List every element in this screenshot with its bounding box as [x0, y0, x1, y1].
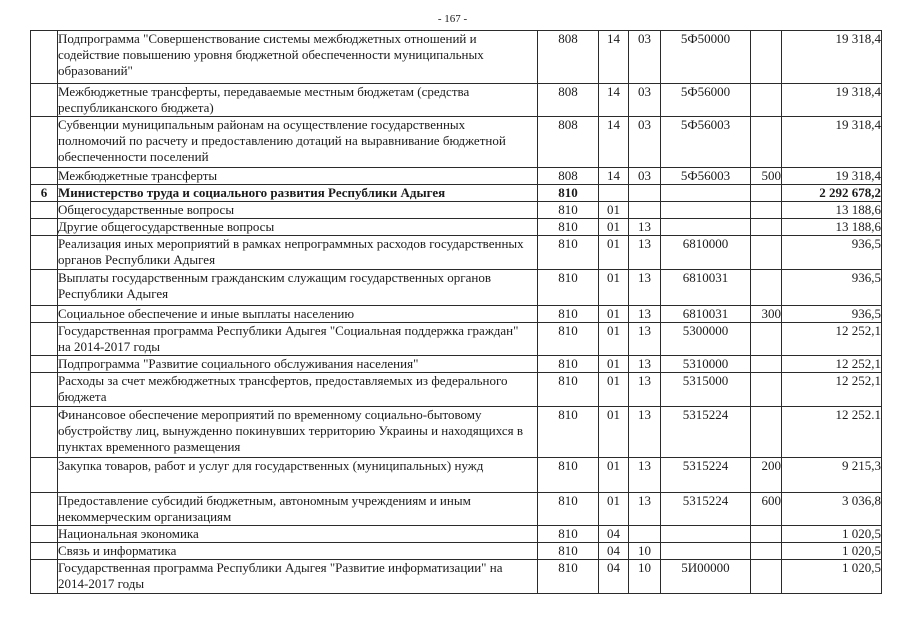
name-line: Министерство труда и социального развития Республики Адыгея — [58, 185, 446, 200]
ministry-code: 810 — [538, 236, 599, 270]
target-article — [661, 185, 751, 202]
amount: 13 188,6 — [782, 202, 882, 219]
amount: 936,5 — [782, 306, 882, 323]
row-name — [58, 236, 538, 270]
name-line: Государственная программа Республики Адыгея "Социальная поддержка граждан" — [58, 323, 519, 338]
section-code: 14 — [599, 117, 629, 168]
row-name — [58, 458, 538, 493]
table-row — [31, 356, 882, 373]
table-row — [31, 270, 882, 306]
section-code: 01 — [599, 407, 629, 458]
section-code: 01 — [599, 202, 629, 219]
row-number: 6 — [31, 185, 58, 202]
expense-type — [751, 31, 782, 84]
ministry-code: 810 — [538, 560, 599, 594]
subsection-code: 10 — [629, 543, 661, 560]
amount: 13 188,6 — [782, 219, 882, 236]
amount: 19 318,4 — [782, 31, 882, 84]
amount: 2 292 678,2 — [782, 185, 882, 202]
subsection-code — [629, 202, 661, 219]
table-row — [31, 236, 882, 270]
subsection-code: 13 — [629, 270, 661, 306]
expense-type — [751, 560, 782, 594]
subsection-code: 13 — [629, 407, 661, 458]
target-article: 5Ф56003 — [661, 168, 751, 185]
name-line: некоммерческим организациям — [58, 509, 232, 524]
ministry-code: 810 — [538, 323, 599, 356]
ministry-code: 810 — [538, 202, 599, 219]
table-row — [31, 117, 882, 168]
row-name — [58, 306, 538, 323]
subsection-code: 03 — [629, 31, 661, 84]
section-code: 01 — [599, 458, 629, 493]
name-line: содействие повышению уровня бюджетной обеспеченности муниципальных — [58, 47, 484, 62]
expense-type: 200 — [751, 458, 782, 493]
row-name — [58, 323, 538, 356]
subsection-code: 03 — [629, 84, 661, 117]
ministry-code: 808 — [538, 117, 599, 168]
row-number — [31, 219, 58, 236]
ministry-code: 810 — [538, 306, 599, 323]
subsection-code: 13 — [629, 356, 661, 373]
section-code: 04 — [599, 560, 629, 594]
row-number — [31, 270, 58, 306]
subsection-code: 13 — [629, 458, 661, 493]
row-name — [58, 526, 538, 543]
ministry-code: 808 — [538, 31, 599, 84]
expense-type — [751, 356, 782, 373]
name-line: пунктах временного размещения — [58, 439, 241, 454]
section-code: 04 — [599, 526, 629, 543]
amount: 936,5 — [782, 270, 882, 306]
target-article — [661, 219, 751, 236]
row-name — [58, 407, 538, 458]
table-row — [31, 526, 882, 543]
row-name — [58, 168, 538, 185]
table-row — [31, 493, 882, 526]
name-line: Выплаты государственным гражданским служащим государственных органов — [58, 270, 491, 285]
amount: 12 252,1 — [782, 323, 882, 356]
target-article: 5Ф56000 — [661, 84, 751, 117]
row-name — [58, 356, 538, 373]
row-name — [58, 202, 538, 219]
section-code: 01 — [599, 323, 629, 356]
name-line: Межбюджетные трансферты — [58, 168, 218, 183]
section-code: 01 — [599, 270, 629, 306]
row-number — [31, 202, 58, 219]
table-row — [31, 219, 882, 236]
table-row — [31, 168, 882, 185]
expense-type — [751, 219, 782, 236]
row-number — [31, 526, 58, 543]
amount: 3 036,8 — [782, 493, 882, 526]
section-code: 01 — [599, 236, 629, 270]
row-number — [31, 117, 58, 168]
budget-table-body — [31, 31, 882, 594]
row-name — [58, 185, 538, 202]
name-line: Расходы за счет межбюджетных трансфертов, предоставляемых из федерального — [58, 373, 508, 388]
row-name — [58, 31, 538, 84]
name-line: 2014-2017 годы — [58, 576, 145, 591]
ministry-code: 810 — [538, 373, 599, 407]
subsection-code: 13 — [629, 219, 661, 236]
name-line: Связь и информатика — [58, 543, 177, 558]
ministry-code: 810 — [538, 458, 599, 493]
table-row — [31, 185, 882, 202]
ministry-code: 810 — [538, 270, 599, 306]
table-row — [31, 407, 882, 458]
row-name — [58, 270, 538, 306]
subsection-code: 13 — [629, 323, 661, 356]
amount: 12 252,1 — [782, 373, 882, 407]
target-article: 5315224 — [661, 407, 751, 458]
table-row — [31, 458, 882, 493]
section-code: 01 — [599, 493, 629, 526]
section-code: 14 — [599, 31, 629, 84]
name-line: Реализация иных мероприятий в рамках непрограммных расходов государственных — [58, 236, 524, 251]
name-line: бюджета — [58, 389, 107, 404]
name-line: Подпрограмма "Развитие социального обслуживания населения" — [58, 356, 419, 371]
ministry-code: 808 — [538, 84, 599, 117]
expense-type — [751, 202, 782, 219]
row-number — [31, 84, 58, 117]
expense-type: 300 — [751, 306, 782, 323]
name-line: Финансовое обеспечение мероприятий по временному социально-бытовому — [58, 407, 482, 422]
name-line: органов Республики Адыгея — [58, 252, 216, 267]
row-number — [31, 493, 58, 526]
ministry-code: 810 — [538, 526, 599, 543]
page-number: - 167 - — [437, 13, 468, 25]
ministry-code: 810 — [538, 185, 599, 202]
row-number — [31, 543, 58, 560]
section-code: 01 — [599, 356, 629, 373]
target-article: 5315224 — [661, 458, 751, 493]
name-line: Другие общегосударственные вопросы — [58, 219, 275, 234]
subsection-code — [629, 185, 661, 202]
name-line: Социальное обеспечение и иные выплаты населению — [58, 306, 355, 321]
row-number — [31, 356, 58, 373]
name-line: Государственная программа Республики Адыгея "Развитие информатизации" на — [58, 560, 503, 575]
name-line: полномочий по расчету и предоставлению дотаций на выравнивание бюджетной — [58, 133, 506, 148]
target-article: 5Ф56003 — [661, 117, 751, 168]
expense-type — [751, 323, 782, 356]
name-line: Подпрограмма "Совершенствование системы межбюджетных отношений и — [58, 31, 477, 46]
name-line: Общегосударственные вопросы — [58, 202, 235, 217]
name-line: Республики Адыгея — [58, 286, 169, 301]
target-article: 6810000 — [661, 236, 751, 270]
row-number — [31, 560, 58, 594]
subsection-code: 03 — [629, 168, 661, 185]
amount: 12 252.1 — [782, 407, 882, 458]
expense-type — [751, 526, 782, 543]
name-line: Межбюджетные трансферты, передаваемые местным бюджетам (средства — [58, 84, 470, 99]
subsection-code: 13 — [629, 493, 661, 526]
row-number — [31, 168, 58, 185]
amount: 19 318,4 — [782, 168, 882, 185]
row-name — [58, 560, 538, 594]
expense-type: 500 — [751, 168, 782, 185]
target-article: 6810031 — [661, 306, 751, 323]
amount: 936,5 — [782, 236, 882, 270]
row-name — [58, 493, 538, 526]
ministry-code: 808 — [538, 168, 599, 185]
target-article — [661, 526, 751, 543]
row-name — [58, 543, 538, 560]
table-row — [31, 202, 882, 219]
section-code: 14 — [599, 168, 629, 185]
expense-type — [751, 543, 782, 560]
expense-type — [751, 236, 782, 270]
section-code: 14 — [599, 84, 629, 117]
row-name — [58, 373, 538, 407]
target-article: 5300000 — [661, 323, 751, 356]
amount: 19 318,4 — [782, 84, 882, 117]
expense-type — [751, 84, 782, 117]
expense-type — [751, 270, 782, 306]
expense-type: 600 — [751, 493, 782, 526]
amount: 19 318,4 — [782, 117, 882, 168]
ministry-code: 810 — [538, 356, 599, 373]
table-row — [31, 543, 882, 560]
amount: 12 252,1 — [782, 356, 882, 373]
row-name — [58, 219, 538, 236]
name-line: на 2014-2017 годы — [58, 339, 161, 354]
table-row — [31, 560, 882, 594]
table-row — [31, 373, 882, 407]
table-row — [31, 84, 882, 117]
table-row — [31, 306, 882, 323]
subsection-code: 13 — [629, 236, 661, 270]
row-number — [31, 458, 58, 493]
budget-table — [30, 30, 882, 594]
subsection-code — [629, 526, 661, 543]
section-code: 01 — [599, 219, 629, 236]
subsection-code: 10 — [629, 560, 661, 594]
ministry-code: 810 — [538, 543, 599, 560]
amount: 1 020,5 — [782, 543, 882, 560]
target-article: 5И00000 — [661, 560, 751, 594]
row-number — [31, 323, 58, 356]
target-article: 5315000 — [661, 373, 751, 407]
expense-type — [751, 117, 782, 168]
expense-type — [751, 185, 782, 202]
target-article — [661, 543, 751, 560]
ministry-code: 810 — [538, 493, 599, 526]
target-article: 5310000 — [661, 356, 751, 373]
row-number — [31, 373, 58, 407]
section-code — [599, 185, 629, 202]
target-article: 6810031 — [661, 270, 751, 306]
name-line: образований" — [58, 63, 133, 78]
subsection-code: 03 — [629, 117, 661, 168]
expense-type — [751, 407, 782, 458]
name-line: Национальная экономика — [58, 526, 199, 541]
row-number — [31, 407, 58, 458]
row-number — [31, 31, 58, 84]
subsection-code: 13 — [629, 306, 661, 323]
table-row — [31, 323, 882, 356]
name-line: республиканского бюджета) — [58, 100, 214, 115]
expense-type — [751, 373, 782, 407]
name-line: Закупка товаров, работ и услуг для государственных (муниципальных) нужд — [58, 458, 484, 473]
amount: 1 020,5 — [782, 560, 882, 594]
section-code: 01 — [599, 373, 629, 407]
row-number — [31, 236, 58, 270]
name-line: обеспеченности поселений — [58, 149, 209, 164]
row-number — [31, 306, 58, 323]
target-article — [661, 202, 751, 219]
name-line: Субвенции муниципальным районам на осуществление государственных — [58, 117, 466, 132]
row-name — [58, 84, 538, 117]
amount: 1 020,5 — [782, 526, 882, 543]
amount: 9 215,3 — [782, 458, 882, 493]
subsection-code: 13 — [629, 373, 661, 407]
target-article: 5Ф50000 — [661, 31, 751, 84]
section-code: 01 — [599, 306, 629, 323]
row-name — [58, 117, 538, 168]
table-row — [31, 31, 882, 84]
ministry-code: 810 — [538, 407, 599, 458]
name-line: обустройству лиц, вынужденно покинувших территорию Украины и находящихся в — [58, 423, 523, 438]
name-line: Предоставление субсидий бюджетным, автономным учреждениям и иным — [58, 493, 471, 508]
target-article: 5315224 — [661, 493, 751, 526]
ministry-code: 810 — [538, 219, 599, 236]
section-code: 04 — [599, 543, 629, 560]
